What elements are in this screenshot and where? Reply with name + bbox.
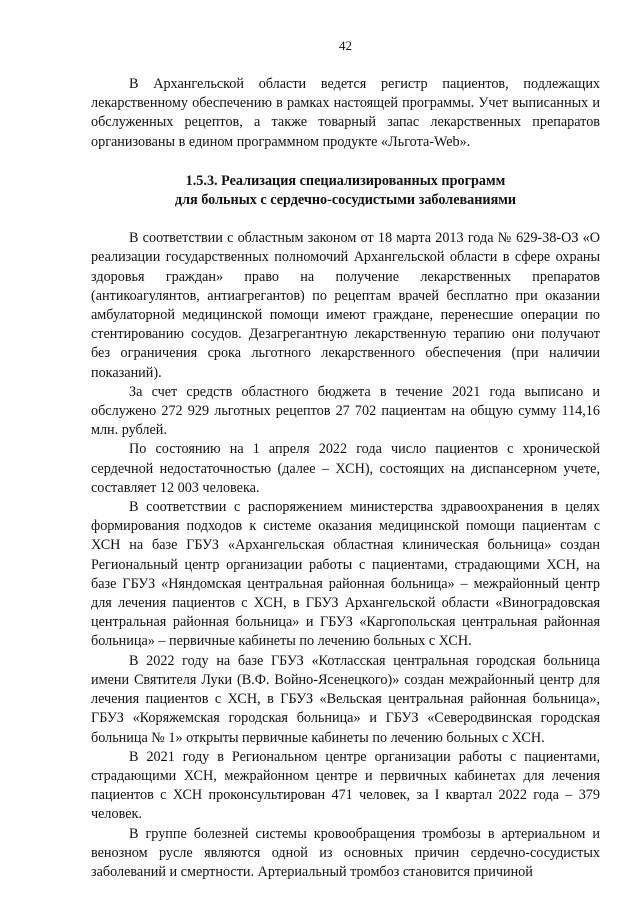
section-heading-line-1: 1.5.3. Реализация специализированных программ	[185, 172, 506, 189]
intro-paragraph: В Архангельской области ведется регистр пациентов, подлежащих лекарственному обеспечению в рамках настоящей программы. Учет выписанных и обслуженных рецептов, а также товарный запас лекарственных препаратов организованы в едином программном продукте «Льгота-Web».	[91, 76, 600, 150]
body-paragraph-5: В 2022 году на базе ГБУЗ «Котласская центральная городская больница имени Святителя Луки (В.Ф. Войно-Ясенецкого)» создан межрайонный центр для лечения пациентов с ХСН, в ГБУЗ «Вельская центральная районная больница», ГБУЗ «Коряжемская городская больница» и ГБУЗ «Северодвинская городская больница № 1» открыты первичные кабинеты по лечению больных с ХСН.	[91, 652, 600, 746]
body-paragraph-4: В соответствии с распоряжением министерства здравоохранения в целях формирования подходов к системе оказания медицинской помощи пациентам с ХСН на базе ГБУЗ «Архангельская областная клиническая больница» создан Региональный центр организации работы с пациентами, страдающими ХСН, на базе ГБУЗ «Няндомская центральная районная больница» – межрайонный центр для лечения пациентов с ХСН, в ГБУЗ Архангельской области «Виноградовская центральная районная больница» и ГБУЗ «Каргопольская центральная районная больница» – первичные кабинеты по лечению больных с ХСН.	[91, 499, 600, 650]
body-paragraph-7: В группе болезней системы кровообращения тромбозы в артериальном и венозном русле являются одной из основных причин сердечно-сосудистых заболеваний и смертности. Артериальный тромбоз становится причиной	[91, 825, 600, 880]
section-heading-line-2: для больных с сердечно-сосудистыми заболеваниями	[174, 192, 517, 209]
body-paragraph-3: По состоянию на 1 апреля 2022 года число пациентов с хронической сердечной недостаточностью (далее – ХСН), состоящих на диспансерном учете, составляет 12 003 человека.	[91, 441, 600, 496]
page-number: 42	[339, 38, 352, 53]
section-heading	[91, 172, 600, 210]
body-paragraph-6: В 2021 году в Региональном центре организации работы с пациентами, страдающими ХСН, межрайонном центре и первичных кабинетах для лечения пациентов с ХСН проконсультирован 471 человек, за I квартал 2022 года – 379 человек.	[91, 748, 600, 823]
body-paragraph-1: В соответствии с областным законом от 18 марта 2013 года № 629-38-ОЗ «О реализации государственных полномочий Архангельской области в сфере охраны здоровья граждан» право на получение лекарственных препаратов (антикоагулянтов, антиагрегантов) по рецептам врачей бесплатно при оказании амбулаторной медицинской помощи имеют граждане, перенесшие операции по стентированию сосудов. Дезагрегантную лекарственную терапию они получают без ограничения срока льготного лекарственного обеспечения (при наличии показаний).	[91, 230, 600, 381]
body-paragraph-2: За счет средств областного бюджета в течение 2021 года выписано и обслужено 272 929 льготных рецептов 27 702 пациентам на общую сумму 114,16 млн. рублей.	[91, 383, 600, 439]
